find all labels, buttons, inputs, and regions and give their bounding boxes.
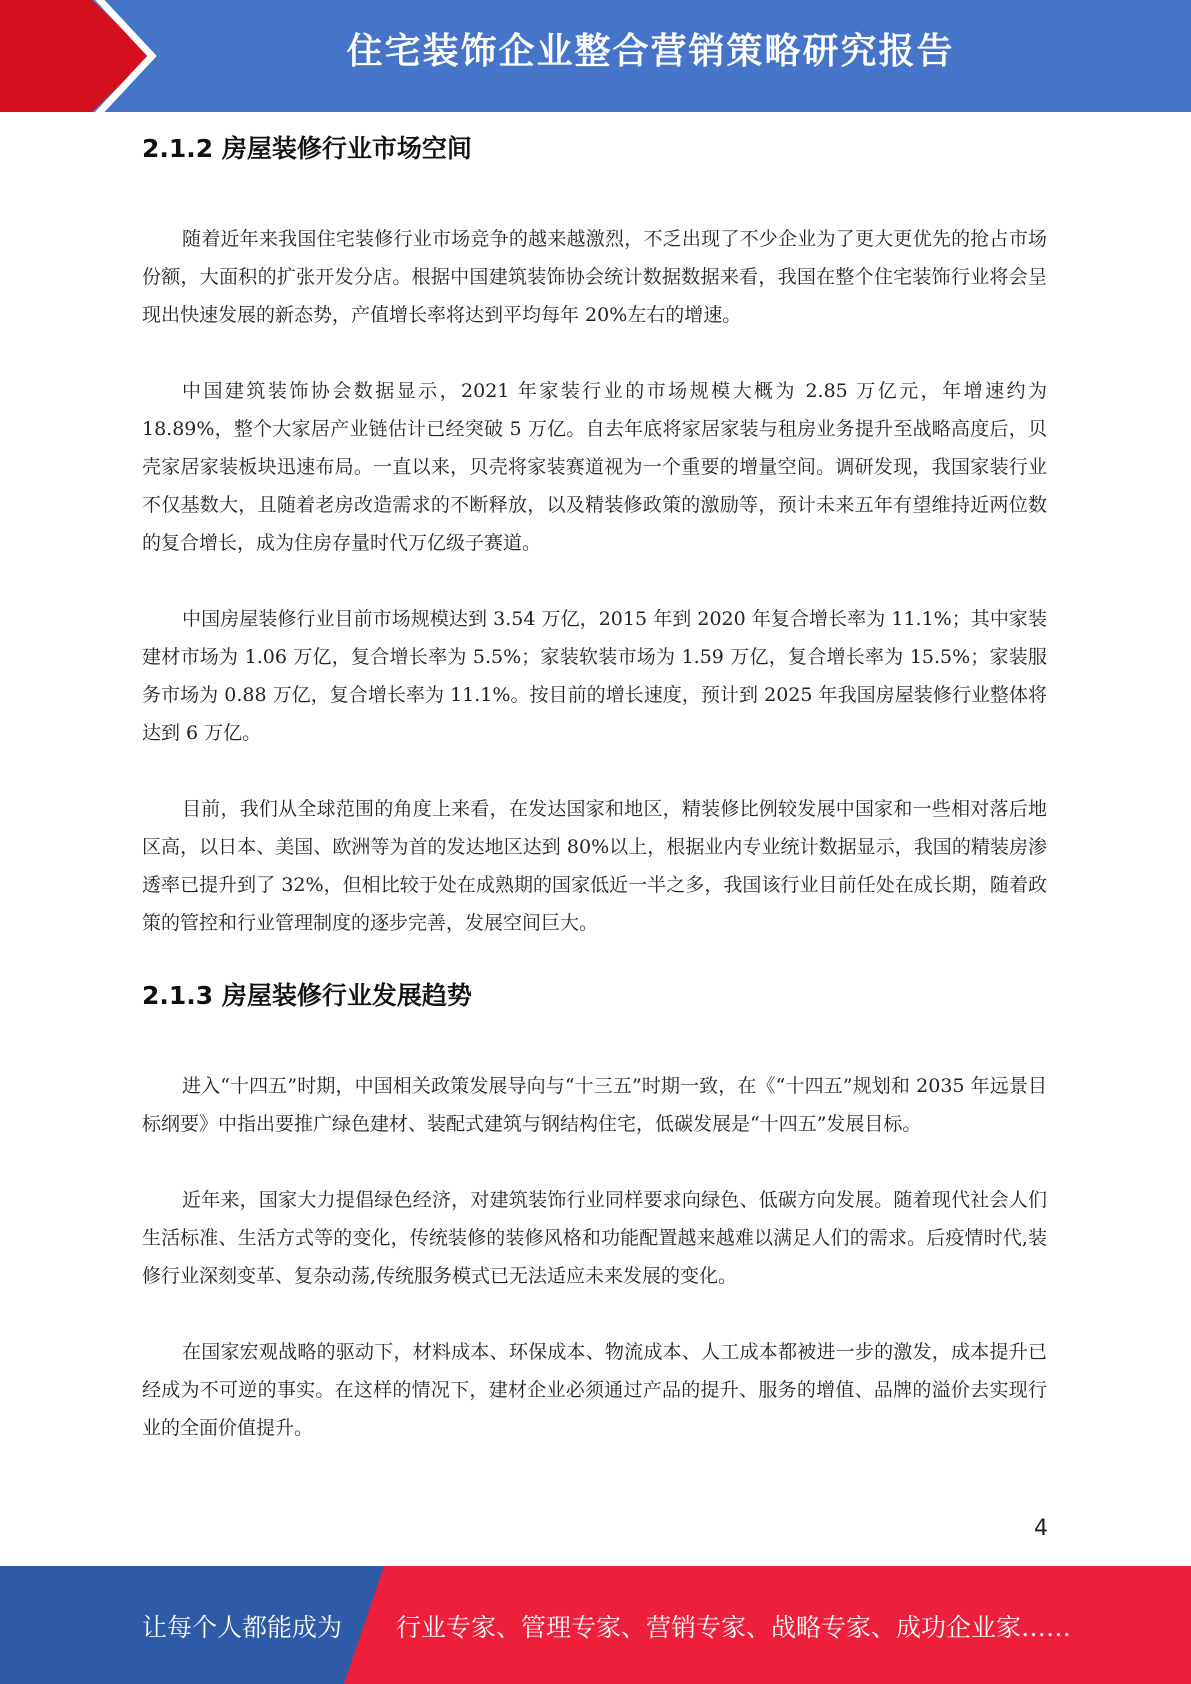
paragraph: 在国家宏观战略的驱动下，材料成本、环保成本、物流成本、人工成本都被进一步的激发，成本提升已经成为不可逆的事实。在这样的情况下，建材企业必须通过产品的提升、服务的增值、品牌的溢价去实现行业的全面价值提升。 xyxy=(142,1341,1047,1439)
paragraph: 目前，我们从全球范围的角度上来看，在发达国家和地区，精装修比例较发展中国家和一些相对落后地区高，以日本、美国、欧洲等为首的发达地区达到 80%以上，根据业内专业统计数据显示，我国的精装房渗透率已提升到了 32%，但相比较于处在成熟期的国家低近一半之多，我国该行业目前任处在成长期，随着政策的管控和行业管理制度的逐步完善，发展空间巨大。 xyxy=(142,798,1047,934)
page-content xyxy=(142,112,1047,1447)
paragraph: 进入“十四五”时期，中国相关政策发展导向与“十三五”时期一致，在《“十四五”规划和 2035 年远景目标纲要》中指出要推广绿色建材、装配式建筑与钢结构住宅，低碳发展是“十四五”发展目标。 xyxy=(142,1075,1047,1135)
paragraph: 随着近年来我国住宅装修行业市场竞争的越来越激烈，不乏出现了不少企业为了更大更优先的抢占市场份额，大面积的扩张开发分店。根据中国建筑装饰协会统计数据数据来看，我国在整个住宅装饰行业将会呈现出快速发展的新态势，产值增长率将达到平均每年 20%左右的增速。 xyxy=(142,228,1047,326)
footer-slogan-left: 让每个人都能成为 xyxy=(142,1613,343,1642)
paragraph: 中国建筑装饰协会数据显示，2021 年家装行业的市场规模大概为 2.85 万亿元，年增速约为 18.89%，整个大家居产业链估计已经突破 5 万亿。自去年底将家居家装与租房业务提升至战略高度后，贝壳家居家装板块迅速布局。一直以来，贝壳将家装赛道视为一个重要的增量空间。调研发现，我国家装行业不仅基数大，且随着老房改造需求的不断释放，以及精装修政策的激励等，预计未来五年有望维持近两位数的复合增长，成为住房存量时代万亿级子赛道。 xyxy=(142,380,1047,554)
page-header xyxy=(0,0,1191,112)
section-heading-2-1-2: 2.1.2 房屋装修行业市场空间 xyxy=(142,134,472,163)
paragraph: 中国房屋装修行业目前市场规模达到 3.54 万亿，2015 年到 2020 年复合增长率为 11.1%；其中家装建材市场为 1.06 万亿，复合增长率为 5.5%；家装软装市场为 1.59 万亿，复合增长率为 15.5%；家装服务市场为 0.88 万亿，复合增长率为 11.1%。按目前的增长速度，预计到 2025 年我国房屋装修行业整体将达到 6 万亿。 xyxy=(142,608,1047,744)
paragraph: 近年来，国家大力提倡绿色经济，对建筑装饰行业同样要求向绿色、低碳方向发展。随着现代社会人们生活标准、生活方式等的变化，传统装修的装修风格和功能配置越来越难以满足人们的需求。后疫情时代,装修行业深刻变革、复杂动荡,传统服务模式已无法适应未来发展的变化。 xyxy=(142,1189,1047,1287)
page-footer xyxy=(0,1566,1191,1684)
footer-slogan-right: 行业专家、管理专家、营销专家、战略专家、成功企业家…… xyxy=(396,1613,1072,1642)
section-heading-2-1-3: 2.1.3 房屋装修行业发展趋势 xyxy=(142,981,472,1010)
report-title: 住宅装饰企业整合营销策略研究报告 xyxy=(346,31,955,72)
page-number: 4 xyxy=(1034,1516,1048,1541)
red-chevron-icon xyxy=(0,0,170,112)
